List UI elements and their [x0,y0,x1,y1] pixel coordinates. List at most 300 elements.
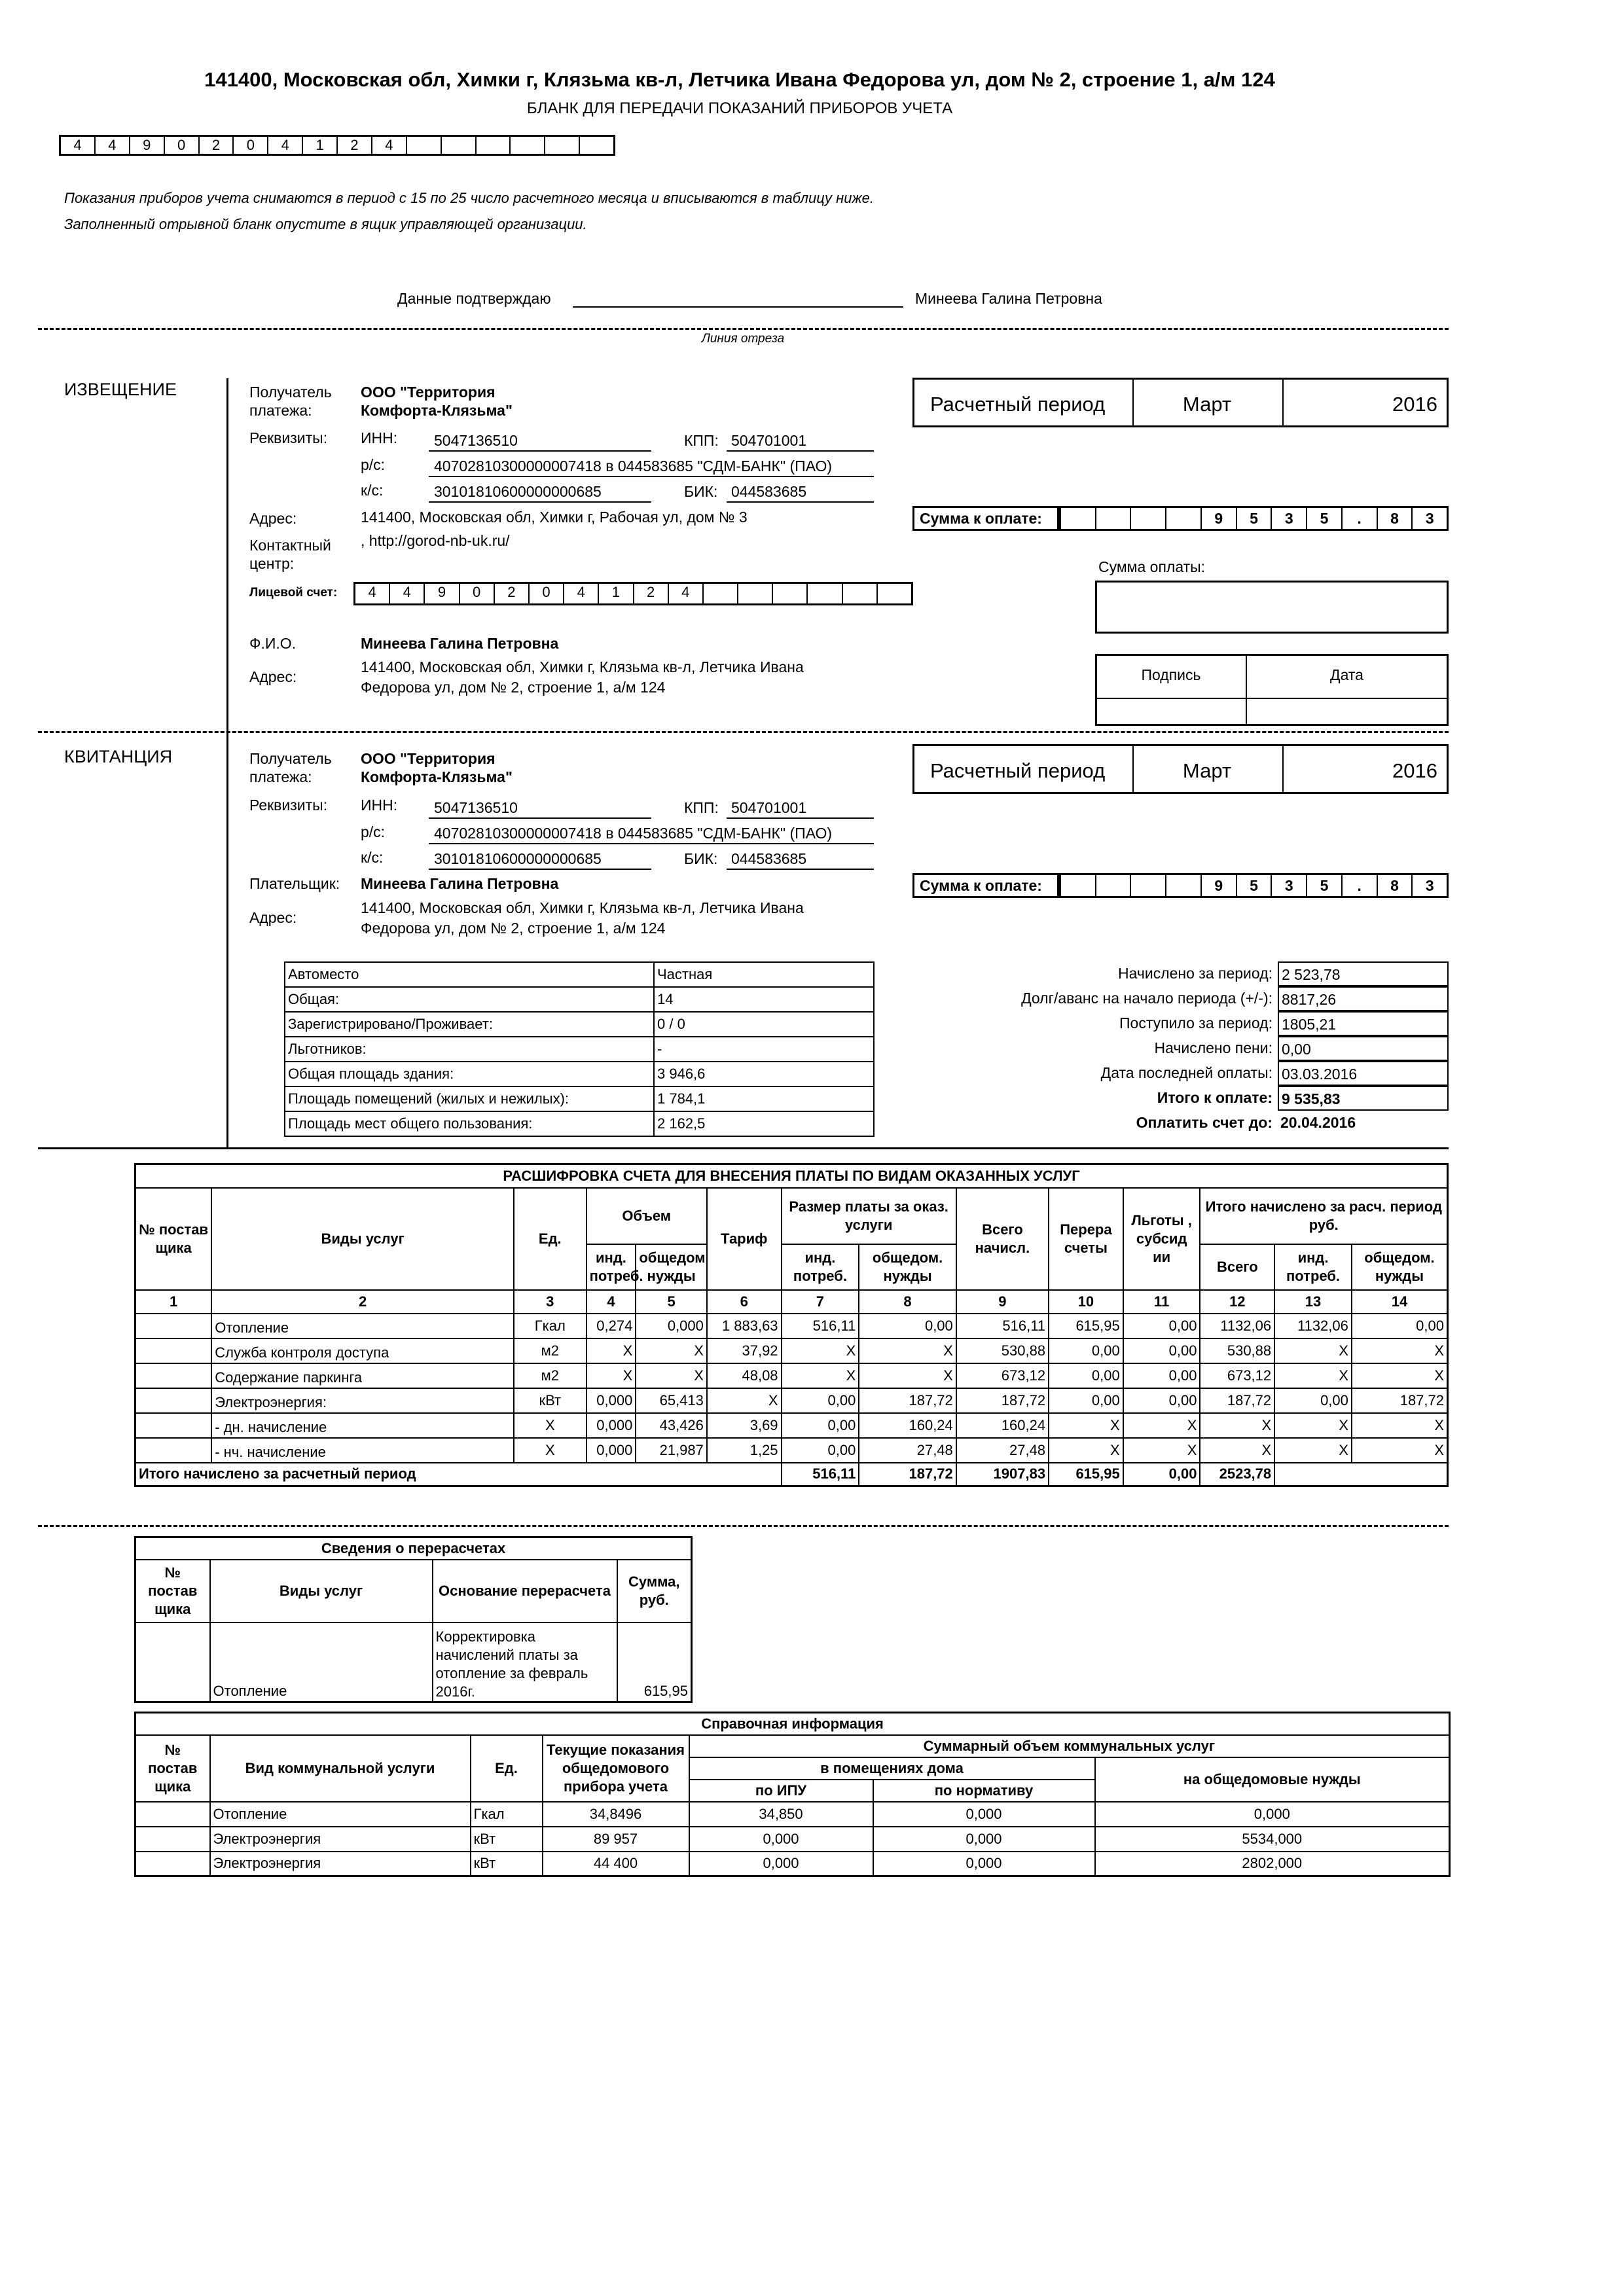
notice-paid-label: Сумма оплаты: [1098,558,1206,575]
digit-cell: 4 [267,137,302,154]
digit-cell: 9 [424,584,458,603]
col-pay-ind-header: инд. потреб. [782,1244,859,1290]
reference-cell: Гкал [471,1802,543,1827]
receipt-rs-label: р/с: [361,823,386,840]
cut-line-label: Линия отреза [701,332,785,346]
reference-row [135,1827,1450,1852]
column-number: 9 [956,1290,1049,1314]
service-cell: м2 [514,1363,586,1388]
reference-title: Справочная информация [135,1713,1450,1735]
reference-table [134,1712,1451,1877]
ref-common-header: на общедомовые нужды [1095,1757,1450,1802]
service-cell: 3,69 [707,1413,782,1438]
service-cell: 0,00 [859,1314,956,1338]
ref-unit-header: Ед. [471,1735,543,1802]
service-cell: 0,00 [1049,1338,1123,1363]
notice-recipient-name [361,383,513,420]
digit-cell: 3 [1271,875,1306,896]
confirm-signature-line[interactable] [573,306,903,308]
reference-cell: 2802,000 [1095,1852,1450,1876]
digit-cell: 4 [668,584,702,603]
digit-cell: 4 [368,584,376,600]
total-value: 2 523,78 [1278,961,1449,986]
service-cell: кВт [514,1388,586,1413]
reference-cell: 0,000 [873,1827,1095,1852]
label-line: центр: [249,555,295,572]
service-cell: Отопление [211,1314,514,1338]
service-cell: X [1123,1413,1200,1438]
reference-cell: 0,000 [873,1802,1095,1827]
notice-contact-label [249,536,331,573]
receipt-payer-label: Плательщик: [249,875,340,892]
col-payment-header: Размер платы за оказ. услуги [782,1188,956,1244]
info-row [285,1111,874,1136]
digit-cell [772,584,806,603]
info-label: Зарегистрировано/Проживает: [285,1012,654,1037]
reference-cell: 0,000 [873,1852,1095,1876]
receipt-ks: 30101810600000000685 [434,850,602,867]
notice-ks-line [429,501,651,503]
col-incl-ind-header: инд. потреб. [1274,1244,1352,1290]
info-row [285,987,874,1012]
service-cell: 516,11 [782,1314,859,1338]
service-row [135,1388,1448,1413]
digit-cell: 9 [1200,508,1236,529]
service-cell: X [1352,1363,1448,1388]
digit-cell [1165,875,1200,896]
service-cell [135,1314,212,1338]
service-cell: 673,12 [1200,1363,1274,1388]
name-line: Комфорта-Клязьма" [361,768,513,785]
service-cell: 0,00 [1123,1314,1200,1338]
info-label: Площадь мест общего пользования: [285,1111,654,1136]
reference-cell [135,1802,210,1827]
digit-cell [806,584,841,603]
total-label: Дата последней оплаты: [1100,1064,1272,1081]
services-total-label: Итого начислено за расчетный период [135,1463,782,1486]
receipt-kpp-label: КПП: [684,799,719,816]
digit-cell [842,584,876,603]
col-num-header: № постав щика [135,1188,212,1290]
service-cell: 0,00 [782,1413,859,1438]
service-cell: X [1352,1413,1448,1438]
period-year: 2016 [1392,759,1437,782]
col-period-total-header: Итого начислено за расч. период руб. [1200,1188,1447,1244]
service-row [135,1363,1448,1388]
reference-cell: Электроэнергия [210,1852,471,1876]
reference-cell: кВт [471,1852,543,1876]
service-cell: 0,000 [586,1413,636,1438]
confirm-label: Данные подтверждаю [397,290,551,307]
notice-kpp-line [727,450,874,452]
services-total-value: 0,00 [1123,1463,1200,1486]
col-volume-header: Объем [586,1188,707,1244]
service-cell: 65,413 [636,1388,707,1413]
period-label: Расчетный период [930,759,1106,782]
reference-cell: 89 957 [543,1827,689,1852]
digit-cell: 2 [494,584,528,603]
total-value: 9 535,83 [1278,1086,1449,1111]
recalc-sum-cell: 615,95 [617,1623,692,1702]
column-number: 1 [135,1290,212,1314]
header-address: 141400, Московская обл, Химки г, Клязьма кв-л, Летчика Ивана Федорова ул, дом № 2, строение 1, а/м 124 [204,68,1275,91]
service-cell [135,1388,212,1413]
services-total-value: 187,72 [859,1463,956,1486]
service-cell: 673,12 [956,1363,1049,1388]
total-row [936,1061,1449,1086]
digit-cell [475,137,510,154]
service-cell: X [636,1338,707,1363]
info-row [285,1012,874,1037]
reference-cell: Электроэнергия [210,1827,471,1852]
receipt-title: КВИТАНЦИЯ [64,747,173,766]
receipt-ks-label: к/с: [361,849,384,866]
label-line: Контактный [249,537,331,554]
info-value: Частная [654,962,874,987]
address-line: 141400, Московская обл, Химки г, Клязьма кв-л, Летчика Ивана [361,899,804,916]
service-cell: X [1049,1438,1123,1463]
digit-cell: . [1341,875,1377,896]
service-cell: X [1274,1363,1352,1388]
service-cell: 0,00 [1123,1388,1200,1413]
receipt-recipient-label [249,749,332,786]
digit-cell [1061,508,1095,529]
receipt-bottom-line [38,1147,1449,1149]
col-unit-header: Ед. [514,1188,586,1290]
period-label: Расчетный период [930,393,1106,416]
digit-cell: 4 [94,137,129,154]
service-cell: Содержание паркинга [211,1363,514,1388]
service-cell: 1 883,63 [707,1314,782,1338]
col-benefit-header: Льготы , субсид ии [1123,1188,1200,1290]
services-total-empty [1274,1463,1447,1486]
total-row [936,1086,1449,1111]
service-cell: X [859,1338,956,1363]
recalc-sum-header: Сумма, руб. [617,1560,692,1623]
notice-bik-line [727,501,874,503]
receipt-rs-line [429,843,874,844]
digit-cell: 5 [1306,875,1341,896]
ref-num-header: № постав щика [135,1735,210,1802]
notice-org-address: 141400, Московская обл, Химки г, Рабочая ул, дом № 3 [361,509,748,526]
receipt-bik-label: БИК: [684,850,718,867]
digit-cell: 3 [1411,508,1447,529]
service-row [135,1314,1448,1338]
service-cell: X [586,1363,636,1388]
column-number: 14 [1352,1290,1448,1314]
digit-cell: 8 [1377,508,1412,529]
service-cell: 0,00 [782,1438,859,1463]
ref-ipu-header: по ИПУ [689,1780,873,1802]
column-number: 7 [782,1290,859,1314]
service-cell: 21,987 [636,1438,707,1463]
col-vol-common-header: общедом нужды [636,1244,707,1290]
notice-inn: 5047136510 [434,432,518,449]
notice-account-digits [353,582,913,605]
service-cell: Электроэнергия: [211,1388,514,1413]
reference-cell: 0,000 [689,1852,873,1876]
service-row [135,1338,1448,1363]
receipt-inn-label: ИНН: [361,797,398,814]
info-label: Льготников: [285,1037,654,1062]
reference-row [135,1852,1450,1876]
digit-cell: 5 [1236,875,1271,896]
digit-cell: 0 [459,584,494,603]
services-total-value: 615,95 [1049,1463,1123,1486]
receipt-ks-line [429,869,651,870]
digit-cell [1095,875,1130,896]
header-account-digits [59,135,615,156]
receipt-kpp: 504701001 [731,799,807,816]
total-row [936,986,1449,1011]
period-divider-2 [1282,746,1284,792]
service-cell: 0,00 [1049,1388,1123,1413]
notice-kpp: 504701001 [731,432,807,449]
info-row [285,1062,874,1086]
address-line: Федорова ул, дом № 2, строение 1, а/м 124 [361,920,666,937]
info-row [285,962,874,987]
service-cell: - дн. начисление [211,1413,514,1438]
address-line: 141400, Московская обл, Химки г, Клязьма кв-л, Летчика Ивана [361,658,804,675]
digit-cell: 2 [198,137,233,154]
receipt-payer: Минеева Галина Петровна [361,875,559,892]
service-cell: 1132,06 [1274,1314,1352,1338]
service-cell: X [1352,1438,1448,1463]
digit-cell: 5 [1306,508,1341,529]
service-cell: 187,72 [956,1388,1049,1413]
sign-label: Подпись [1141,666,1201,683]
digit-cell: 3 [1411,875,1447,896]
info-label: Общая площадь здания: [285,1062,654,1086]
service-cell [135,1363,212,1388]
label-line: платежа: [249,768,312,785]
service-cell: X [514,1413,586,1438]
service-cell [135,1438,212,1463]
period-month: Март [1182,393,1232,416]
notice-period-box [912,378,1449,427]
service-cell: Служба контроля доступа [211,1338,514,1363]
service-cell: 0,274 [586,1314,636,1338]
service-cell: 27,48 [956,1438,1049,1463]
info-value: 2 162,5 [654,1111,874,1136]
digit-cell: . [1341,508,1377,529]
col-vol-ind-header: инд. потреб. [586,1244,636,1290]
service-cell: 0,000 [636,1314,707,1338]
reference-cell: кВт [471,1827,543,1852]
info-row [285,1086,874,1111]
notice-address-label: Адрес: [249,510,297,527]
column-number: 8 [859,1290,956,1314]
service-cell: X [586,1338,636,1363]
reference-cell: 0,000 [1095,1802,1450,1827]
receipt-sum-digits [1059,873,1449,898]
sum-label: Сумма к оплате: [912,873,1059,898]
total-row [936,1036,1449,1061]
column-number: 11 [1123,1290,1200,1314]
total-value: 1805,21 [1278,1011,1449,1036]
reference-cell: Отопление [210,1802,471,1827]
digit-cell: 2 [336,137,371,154]
receipt-sum-row [912,873,1449,898]
total-row [936,1011,1449,1036]
total-row [936,1111,1449,1136]
reference-cell: 5534,000 [1095,1827,1450,1852]
service-cell: X [859,1363,956,1388]
notice-paid-box[interactable] [1095,581,1449,634]
notice-bik: 044583685 [731,483,807,500]
total-label: Начислено пени: [1154,1039,1272,1056]
service-cell: X [514,1438,586,1463]
total-label: Поступило за период: [1119,1014,1272,1031]
cut-line [38,328,1449,330]
digit-cell: 9 [1200,875,1236,896]
instruction-note-2: Заполненный отрывной бланк опустите в ящик управляющей организации. [64,216,587,232]
info-value: 0 / 0 [654,1012,874,1037]
digit-cell: 1 [302,137,336,154]
column-number: 3 [514,1290,586,1314]
recalc-num-cell [135,1623,210,1702]
service-cell: X [1274,1338,1352,1363]
service-cell: X [636,1363,707,1388]
service-cell: 0,00 [1123,1363,1200,1388]
notice-recipient-label [249,383,332,420]
digit-cell: 0 [164,137,198,154]
total-label: Оплатить счет до: [1136,1114,1272,1131]
label-line: Получатель [249,384,332,401]
digit-cell: 4 [73,137,82,153]
recalc-service-header: Виды услуг [210,1560,433,1623]
name-line: Комфорта-Клязьма" [361,402,513,419]
receipt-period-box [912,744,1449,794]
col-total-header: Всего начисл. [956,1188,1049,1290]
digit-cell: 4 [389,584,424,603]
column-number: 12 [1200,1290,1274,1314]
service-cell: 615,95 [1049,1314,1123,1338]
name-line: ООО "Территория [361,750,496,767]
info-label: Общая: [285,987,654,1012]
services-total-row [135,1463,1448,1486]
total-label: Начислено за период: [1117,965,1272,982]
services-table [134,1163,1449,1487]
total-value: 03.03.2016 [1278,1061,1449,1086]
info-row [285,1037,874,1062]
receipt-totals [936,961,1449,1136]
ref-norm-header: по нормативу [873,1780,1095,1802]
service-cell: X [1274,1438,1352,1463]
label-line: платежа: [249,402,312,419]
total-label: Долг/аванс на начало периода (+/-): [1021,990,1272,1007]
service-cell: 0,00 [1049,1363,1123,1388]
digit-cell: 9 [129,137,164,154]
ref-total-volume-header: Суммарный объем коммунальных услуг [689,1735,1450,1757]
digit-cell [509,137,544,154]
recalc-title: Сведения о перерасчетах [135,1537,692,1560]
service-cell: X [707,1388,782,1413]
service-cell: X [1049,1413,1123,1438]
service-cell: 0,00 [782,1388,859,1413]
total-label: Итого к оплате: [1157,1089,1272,1106]
service-cell: X [1274,1413,1352,1438]
ref-in-premises-header: в помещениях дома [689,1757,1095,1780]
receipt-inn: 5047136510 [434,799,518,816]
digit-cell [1130,508,1165,529]
service-cell: 1132,06 [1200,1314,1274,1338]
digit-cell: 0 [232,137,267,154]
service-cell: 0,00 [1352,1314,1448,1338]
reference-cell [135,1852,210,1876]
recalc-service-cell: Отопление [210,1623,433,1702]
service-cell: 37,92 [707,1338,782,1363]
receipt-inn-line [429,817,651,819]
notice-kpp-label: КПП: [684,432,719,449]
total-value: 20.04.2016 [1280,1114,1356,1131]
service-cell: 187,72 [859,1388,956,1413]
digit-cell: 4 [371,137,406,154]
notice-fio-label: Ф.И.О. [249,635,297,652]
notice-rs: 40702810300000007418 в 044583685 "СДМ-БАНК" (ПАО) [434,457,833,475]
service-cell: 187,72 [1352,1388,1448,1413]
notice-cut-line [38,731,1449,733]
info-label: Автоместо [285,962,654,987]
col-recalc-header: Перера счеты [1049,1188,1123,1290]
sign-hline [1097,698,1447,699]
digit-cell [1095,508,1130,529]
receipt-address-label: Адрес: [249,909,297,926]
receipt-bik: 044583685 [731,850,807,867]
info-value: 14 [654,987,874,1012]
ref-meter-header: Текущие показания общедомового прибора учета [543,1735,689,1802]
notice-sum-digits [1059,506,1449,531]
digit-cell [1061,875,1095,896]
recalc-table [134,1536,693,1703]
recalc-num-header: № постав щика [135,1560,210,1623]
notice-rs-line [429,476,874,477]
service-cell: X [1352,1338,1448,1363]
service-cell: X [782,1363,859,1388]
service-cell: 187,72 [1200,1388,1274,1413]
ref-service-header: Вид коммунальной услуги [210,1735,471,1802]
service-cell: 516,11 [956,1314,1049,1338]
service-cell: Гкал [514,1314,586,1338]
notice-fio: Минеева Галина Петровна [361,635,559,652]
digit-cell: 8 [1377,875,1412,896]
reference-cell: 34,8496 [543,1802,689,1827]
notice-sign-box [1095,654,1449,726]
form-subtitle: БЛАНК ДЛЯ ПЕРЕДАЧИ ПОКАЗАНИЙ ПРИБОРОВ УЧЕТА [526,99,953,117]
total-value: 0,00 [1278,1036,1449,1061]
service-row [135,1438,1448,1463]
notice-inn-line [429,450,651,452]
service-cell: X [1200,1438,1274,1463]
notice-bik-label: БИК: [684,483,718,500]
service-cell: 1,25 [707,1438,782,1463]
notice-account-label: Лицевой счет: [249,586,338,600]
col-tariff-header: Тариф [707,1188,782,1290]
address-line: Федорова ул, дом № 2, строение 1, а/м 124 [361,679,666,696]
notice-payer-address-label: Адрес: [249,668,297,685]
digit-cell [737,584,772,603]
recalc-basis-cell: Корректировка начислений платы за отопление за февраль 2016г. [433,1623,617,1702]
digit-cell [579,137,613,154]
service-cell: 27,48 [859,1438,956,1463]
receipt-bik-line [727,869,874,870]
info-value: - [654,1037,874,1062]
services-title: РАСШИФРОВКА СЧЕТА ДЛЯ ВНЕСЕНИЯ ПЛАТЫ ПО ВИДАМ ОКАЗАННЫХ УСЛУГ [135,1164,1448,1188]
service-cell: 530,88 [1200,1338,1274,1363]
service-cell: 0,000 [586,1388,636,1413]
notice-requisites-label: Реквизиты: [249,429,328,446]
column-number: 13 [1274,1290,1352,1314]
